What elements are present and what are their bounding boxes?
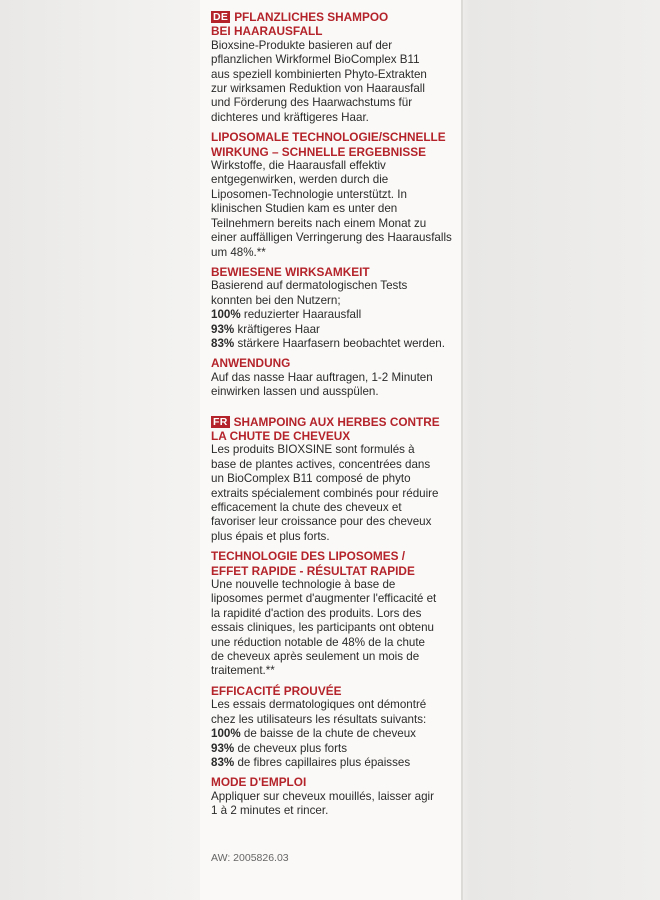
de-intro-line: dichteres und kräftigeres Haar. — [211, 110, 369, 124]
fr-stat — [211, 756, 456, 770]
fr-stat — [211, 727, 456, 741]
de-intro-line: Bioxsine-Produkte basieren auf der — [211, 38, 393, 52]
fr-stat-text: de fibres capillaires plus épaisses — [234, 755, 411, 769]
fr-proven-line: chez les utilisateurs les résultats suivants: — [211, 712, 427, 726]
de-tech-block — [211, 130, 456, 260]
fr-intro-line: Les produits BIOXSINE sont formulés à — [211, 443, 415, 457]
fr-intro-line: extraits spécialement combinés pour réduire — [211, 486, 439, 500]
fr-tech-heading: EFFET RAPIDE - RÉSULTAT RAPIDE — [211, 563, 415, 578]
fr-usage-line: 1 à 2 minutes et rincer. — [211, 804, 329, 818]
fr-proven-line: Les essais dermatologiques ont démontré — [211, 698, 427, 712]
de-title-line-2: BEI HAARAUSFALL — [211, 24, 323, 39]
box-side-right — [462, 0, 660, 900]
de-tech-line: um 48%.** — [211, 245, 266, 259]
fr-intro-line: efficacement la chute des cheveux et — [211, 501, 402, 514]
de-usage-heading: ANWENDUNG — [211, 356, 291, 371]
fr-intro-line: favoriser leur croissance pour des cheveux — [211, 515, 432, 529]
de-proven-line: Basierend auf dermatologischen Tests — [211, 279, 408, 293]
fr-tech-line: liposomes permet d'augmenter l'efficacité et — [211, 592, 437, 606]
fr-tech-line: la rapidité d'action des produits. Lors des — [211, 606, 422, 620]
fr-tech-line: de cheveux après seulement un mois de — [211, 650, 420, 664]
de-title-line-1 — [211, 10, 456, 24]
fr-stat-value: 83% — [211, 755, 235, 769]
de-intro-line: zur wirksamen Reduktion von Haarausfall — [211, 82, 425, 96]
de-stat-text: reduzierter Haarausfall — [240, 308, 362, 322]
fr-stat — [211, 742, 456, 756]
de-usage-line: einwirken lassen und ausspülen. — [211, 385, 379, 399]
fr-usage-block — [211, 775, 456, 818]
fr-stat-value: 100% — [211, 727, 241, 741]
section-de — [211, 10, 456, 400]
de-usage-line: Auf das nasse Haar auftragen, 1-2 Minuten — [211, 370, 433, 384]
fr-proven-block — [211, 684, 456, 770]
fr-usage-heading: MODE D'EMPLOI — [211, 775, 307, 790]
fr-title-line-2: LA CHUTE DE CHEVEUX — [211, 428, 351, 443]
de-proven-heading: BEWIESENE WIRKSAMKEIT — [211, 264, 370, 279]
fr-stat-value: 93% — [211, 741, 235, 755]
de-language-badge: DE — [213, 11, 229, 23]
de-tech-line: einer auffälligen Verringerung des Haarausfalls — [211, 231, 452, 245]
de-tech-heading: LIPOSOMALE TECHNOLOGIE/SCHNELLE — [211, 130, 446, 145]
de-intro-line: pflanzlichen Wirkformel BioComplex B11 — [211, 53, 420, 67]
fr-intro-line: un BioComplex B11 composé de phyto — [211, 472, 411, 486]
de-stat — [211, 323, 456, 337]
de-tech-line: Wirkstoffe, die Haarausfall effektiv — [211, 159, 386, 173]
fr-tech-line: une réduction notable de 48% de la chute — [211, 635, 426, 649]
de-title-block — [211, 10, 456, 125]
de-tech-line: klinischen Studien kam es unter den — [211, 202, 398, 216]
de-stat-value: 93% — [211, 322, 235, 336]
fr-tech-block — [211, 549, 456, 679]
de-tech-line: Teilnehmern bereits nach einem Monat zu — [211, 216, 427, 230]
fr-language-badge: FR — [213, 415, 228, 428]
fr-usage-line: Appliquer sur cheveux mouillés, laisser agir — [211, 789, 434, 803]
box-side-left — [0, 0, 200, 900]
de-intro-line: und Förderung des Haarwachstums für — [211, 96, 413, 110]
artwork-code: AW: 2005826.03 — [211, 852, 289, 864]
de-tech-heading: WIRKUNG – SCHNELLE ERGEBNISSE — [211, 144, 426, 159]
fr-tech-line: essais cliniques, les participants ont obtenu — [211, 621, 434, 635]
de-stat-value: 83% — [211, 336, 235, 350]
fr-intro-line: base de plantes actives, concentrées dans — [211, 457, 431, 471]
language-separator — [211, 405, 456, 415]
de-stat — [211, 337, 456, 351]
fr-tech-line: Une nouvelle technologie à base de — [211, 578, 396, 592]
de-usage-block — [211, 356, 456, 399]
fr-tech-heading: TECHNOLOGIE DES LIPOSOMES / — [211, 549, 406, 564]
fr-intro-line: plus épais et plus forts. — [211, 529, 330, 543]
label-content — [211, 10, 456, 824]
fr-proven-heading: EFFICACITÉ PROUVÉE — [211, 683, 342, 698]
fr-title-block — [211, 415, 456, 545]
de-intro-line: aus speziell kombinierten Phyto-Extrakten — [211, 67, 427, 81]
de-stat-text: stärkere Haarfasern beobachtet werden. — [234, 336, 445, 350]
de-proven-line: konnten bei den Nutzern; — [211, 293, 341, 307]
de-stat — [211, 308, 456, 322]
de-tech-line: entgegenwirken, werden durch die — [211, 173, 389, 187]
de-proven-block — [211, 265, 456, 351]
section-fr — [211, 415, 456, 819]
fr-tech-line: traitement.** — [211, 664, 275, 678]
box-fold-line — [461, 0, 463, 900]
fr-title-text-1: SHAMPOING AUX HERBES CONTRE — [233, 414, 440, 429]
fr-stat-text: de baisse de la chute de cheveux — [240, 727, 416, 741]
de-stat-text: kräftigeres Haar — [234, 322, 320, 336]
fr-stat-text: de cheveux plus forts — [234, 741, 347, 755]
de-tech-line: Liposomen-Technologie unterstützt. In — [211, 187, 407, 201]
de-title-text-1: PFLANZLICHES SHAMPOO — [234, 10, 389, 24]
de-stat-value: 100% — [211, 308, 241, 322]
fr-title-line-1 — [211, 415, 456, 429]
